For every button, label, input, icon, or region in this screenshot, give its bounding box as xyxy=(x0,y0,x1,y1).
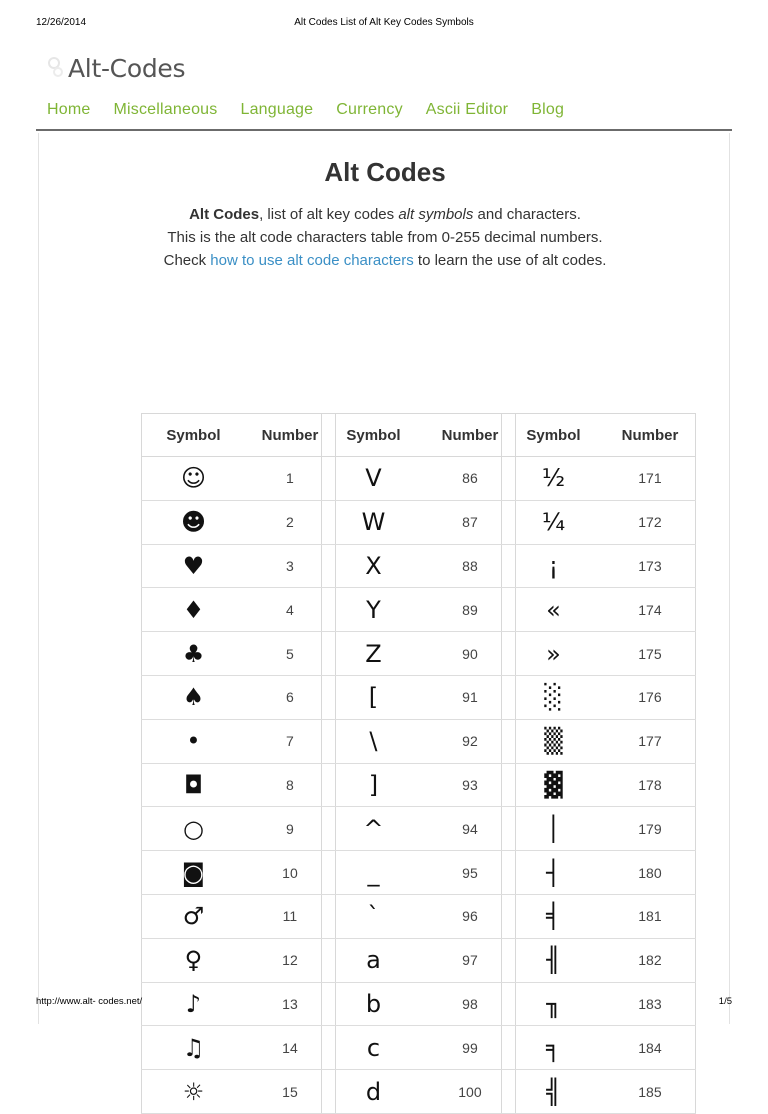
table-row xyxy=(142,588,336,632)
symbol-cell: ☻ xyxy=(142,500,245,544)
print-date: 12/26/2014 xyxy=(36,17,87,28)
symbol-cell: ♀ xyxy=(142,938,245,982)
symbol-cell: ☼ xyxy=(142,1070,245,1114)
number-cell: 173 xyxy=(605,544,696,588)
table-row xyxy=(142,544,336,588)
header-symbol: Symbol xyxy=(142,414,245,457)
number-cell: 86 xyxy=(425,457,516,501)
header-number: Number xyxy=(605,414,696,457)
intro-line-1 xyxy=(39,203,731,226)
nav-miscellaneous[interactable]: Miscellaneous xyxy=(113,101,218,118)
number-cell: 11 xyxy=(245,894,336,938)
number-cell: 175 xyxy=(605,632,696,676)
header-symbol: Symbol xyxy=(502,414,605,457)
table-row xyxy=(322,851,516,895)
table-row xyxy=(502,588,696,632)
symbol-cell: W xyxy=(322,500,425,544)
symbol-cell: ◘ xyxy=(142,763,245,807)
table-row xyxy=(142,807,336,851)
symbol-cell: Y xyxy=(322,588,425,632)
number-cell: 176 xyxy=(605,675,696,719)
table-row xyxy=(142,938,336,982)
symbol-cell: ╡ xyxy=(502,894,605,938)
table-row xyxy=(502,1070,696,1114)
number-cell: 2 xyxy=(245,500,336,544)
symbol-cell: ♥ xyxy=(142,544,245,588)
intro-italic: alt symbols xyxy=(398,206,474,223)
nav-language[interactable]: Language xyxy=(240,101,314,118)
number-cell: 185 xyxy=(605,1070,696,1114)
number-cell: 174 xyxy=(605,588,696,632)
symbol-cell: ♦ xyxy=(142,588,245,632)
print-header xyxy=(0,0,768,40)
intro-learn: to learn the use of alt codes. xyxy=(413,252,607,269)
table-row xyxy=(502,982,696,1026)
number-cell: 98 xyxy=(425,982,516,1026)
table-row xyxy=(322,719,516,763)
number-cell: 10 xyxy=(245,851,336,895)
number-cell: 177 xyxy=(605,719,696,763)
number-cell: 91 xyxy=(425,675,516,719)
table-row xyxy=(142,632,336,676)
table-row xyxy=(322,763,516,807)
table-row xyxy=(502,1026,696,1070)
symbol-cell: ▓ xyxy=(502,763,605,807)
table-row xyxy=(142,1026,336,1070)
number-cell: 97 xyxy=(425,938,516,982)
symbol-cell: ┤ xyxy=(502,851,605,895)
logo-mark-icon xyxy=(46,53,66,83)
print-title: Alt Codes List of Alt Key Codes Symbols xyxy=(294,17,474,28)
symbol-cell: ○ xyxy=(142,807,245,851)
number-cell: 183 xyxy=(605,982,696,1026)
table-row xyxy=(502,894,696,938)
number-cell: 87 xyxy=(425,500,516,544)
symbol-cell: « xyxy=(502,588,605,632)
number-cell: 13 xyxy=(245,982,336,1026)
table-row xyxy=(322,982,516,1026)
number-cell: 8 xyxy=(245,763,336,807)
print-url: http://www.alt- codes.net/ xyxy=(36,996,143,1007)
nav-ascii-editor[interactable]: Ascii Editor xyxy=(425,101,509,118)
intro-text-a: , list of alt key codes xyxy=(259,206,399,223)
table-row xyxy=(322,938,516,982)
symbol-cell: ♫ xyxy=(142,1026,245,1070)
nav-currency[interactable]: Currency xyxy=(336,101,403,118)
table-row xyxy=(502,938,696,982)
symbol-cell: ╢ xyxy=(502,938,605,982)
codes-table-2 xyxy=(321,413,516,1114)
table-row xyxy=(502,500,696,544)
table-row xyxy=(322,500,516,544)
table-row xyxy=(502,675,696,719)
header-number: Number xyxy=(245,414,336,457)
table-row xyxy=(322,457,516,501)
symbol-cell: ♣ xyxy=(142,632,245,676)
number-cell: 14 xyxy=(245,1026,336,1070)
number-cell: 12 xyxy=(245,938,336,982)
symbol-cell: ♠ xyxy=(142,675,245,719)
table-row xyxy=(322,1026,516,1070)
number-cell: 7 xyxy=(245,719,336,763)
number-cell: 6 xyxy=(245,675,336,719)
codes-table-3 xyxy=(501,413,696,1114)
number-cell: 171 xyxy=(605,457,696,501)
number-cell: 99 xyxy=(425,1026,516,1070)
number-cell: 94 xyxy=(425,807,516,851)
table-row xyxy=(142,457,336,501)
how-to-use-link[interactable]: how to use alt code characters xyxy=(210,252,414,269)
symbol-cell: c xyxy=(322,1026,425,1070)
number-cell: 95 xyxy=(425,851,516,895)
table-row xyxy=(142,675,336,719)
symbol-cell: ╕ xyxy=(502,1026,605,1070)
symbol-cell: ¡ xyxy=(502,544,605,588)
symbol-cell: [ xyxy=(322,675,425,719)
number-cell: 180 xyxy=(605,851,696,895)
symbol-cell: ╖ xyxy=(502,982,605,1026)
number-cell: 172 xyxy=(605,500,696,544)
symbol-cell: _ xyxy=(322,851,425,895)
table-row xyxy=(322,588,516,632)
table-row xyxy=(142,851,336,895)
number-cell: 9 xyxy=(245,807,336,851)
symbol-cell: ½ xyxy=(502,457,605,501)
print-page-number: 1/5 xyxy=(718,996,732,1007)
number-cell: 181 xyxy=(605,894,696,938)
number-cell: 88 xyxy=(425,544,516,588)
codes-table-1 xyxy=(141,413,336,1114)
intro-text xyxy=(39,203,731,272)
symbol-cell: ♂ xyxy=(142,894,245,938)
symbol-cell: ] xyxy=(322,763,425,807)
number-cell: 90 xyxy=(425,632,516,676)
symbol-cell: d xyxy=(322,1070,425,1114)
nav-home[interactable]: Home xyxy=(47,101,91,118)
table-row xyxy=(322,675,516,719)
header-number: Number xyxy=(425,414,516,457)
table-row xyxy=(322,544,516,588)
main-nav xyxy=(36,96,732,131)
number-cell: 100 xyxy=(425,1070,516,1114)
symbol-cell: V xyxy=(322,457,425,501)
symbol-cell: ^ xyxy=(322,807,425,851)
site-logo[interactable] xyxy=(46,53,185,83)
number-cell: 92 xyxy=(425,719,516,763)
logo-text: Alt-Codes xyxy=(68,53,186,83)
symbol-cell: ◙ xyxy=(142,851,245,895)
symbol-cell: Z xyxy=(322,632,425,676)
symbol-cell: » xyxy=(502,632,605,676)
table-row xyxy=(322,807,516,851)
table-row xyxy=(502,763,696,807)
table-row xyxy=(142,500,336,544)
intro-line-2: This is the alt code characters table from 0-255 decimal numbers. xyxy=(167,229,603,246)
symbol-cell: ☺ xyxy=(142,457,245,501)
number-cell: 178 xyxy=(605,763,696,807)
table-row xyxy=(322,1070,516,1114)
symbol-cell: b xyxy=(322,982,425,1026)
number-cell: 93 xyxy=(425,763,516,807)
number-cell: 1 xyxy=(245,457,336,501)
table-row xyxy=(142,719,336,763)
table-row xyxy=(502,457,696,501)
intro-line-3 xyxy=(39,249,731,272)
table-row xyxy=(502,807,696,851)
symbol-cell: ░ xyxy=(502,675,605,719)
table-row xyxy=(502,851,696,895)
number-cell: 15 xyxy=(245,1070,336,1114)
table-row xyxy=(142,894,336,938)
symbol-cell: \ xyxy=(322,719,425,763)
intro-text-b: and characters. xyxy=(473,206,581,223)
table-row xyxy=(142,1070,336,1114)
symbol-cell: ¼ xyxy=(502,500,605,544)
symbol-cell: │ xyxy=(502,807,605,851)
number-cell: 89 xyxy=(425,588,516,632)
symbol-cell: ▒ xyxy=(502,719,605,763)
table-row xyxy=(502,632,696,676)
nav-blog[interactable]: Blog xyxy=(531,101,565,118)
number-cell: 184 xyxy=(605,1026,696,1070)
number-cell: 96 xyxy=(425,894,516,938)
number-cell: 3 xyxy=(245,544,336,588)
intro-bold: Alt Codes xyxy=(189,206,260,223)
page-title: Alt Codes xyxy=(324,157,446,187)
table-row xyxy=(502,719,696,763)
symbol-cell: • xyxy=(142,719,245,763)
symbol-cell: ╣ xyxy=(502,1070,605,1114)
header-symbol: Symbol xyxy=(322,414,425,457)
table-row xyxy=(322,894,516,938)
number-cell: 5 xyxy=(245,632,336,676)
number-cell: 4 xyxy=(245,588,336,632)
intro-check: Check xyxy=(163,252,211,269)
table-row xyxy=(142,982,336,1026)
table-row xyxy=(142,763,336,807)
main-content xyxy=(38,133,730,1106)
number-cell: 179 xyxy=(605,807,696,851)
symbol-cell: ` xyxy=(322,894,425,938)
symbol-cell: a xyxy=(322,938,425,982)
table-row xyxy=(502,544,696,588)
symbol-cell: ♪ xyxy=(142,982,245,1026)
number-cell: 182 xyxy=(605,938,696,982)
symbol-cell: X xyxy=(322,544,425,588)
table-row xyxy=(322,632,516,676)
